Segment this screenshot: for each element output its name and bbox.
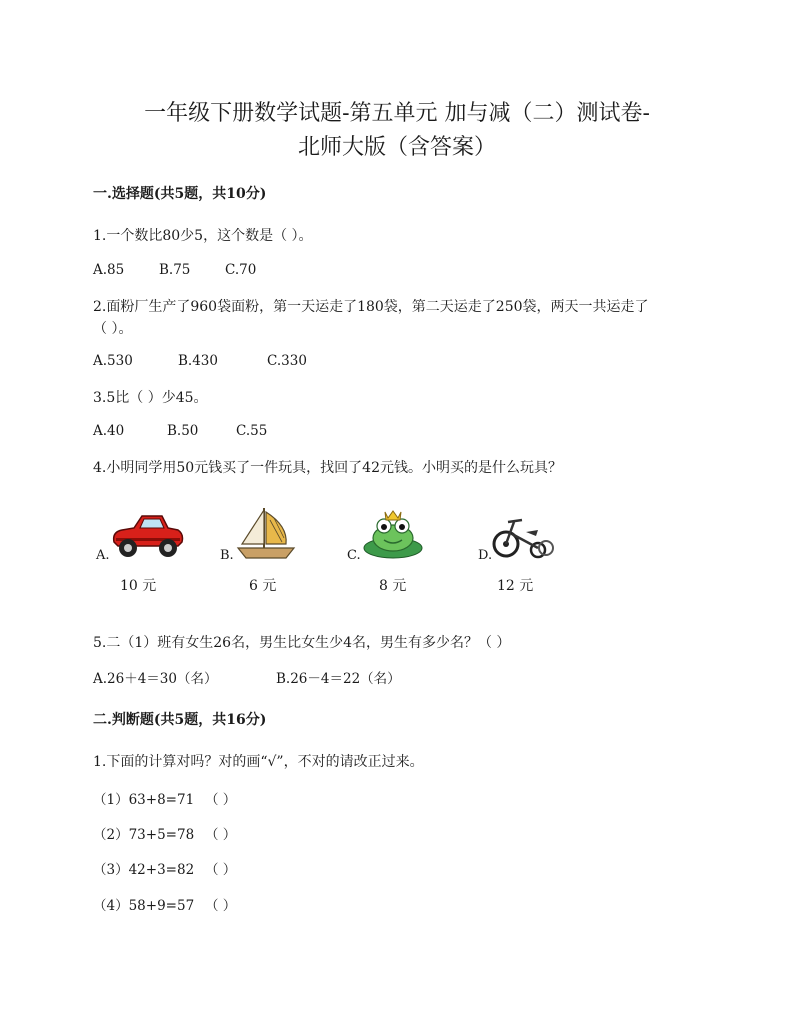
section-heading-judge: 二.判断题(共5题，共16分) — [93, 712, 267, 728]
calc-item-4: （4）58+9=57 — [93, 898, 195, 914]
question-1-3: 3.5比（ ）少45。 — [93, 390, 208, 406]
option-1-1-c: C.70 — [225, 262, 257, 278]
calc-item-3: （3）42+3=82 — [93, 862, 195, 878]
option-1-3-c: C.55 — [236, 423, 268, 439]
answer-blank-4: （ ） — [205, 898, 237, 914]
page-title-line2: 北师大版（含答案） — [297, 135, 496, 160]
option-1-2-c: C.330 — [267, 353, 307, 369]
answer-blank-2: （ ） — [205, 827, 237, 843]
option-1-1-a: A.85 — [93, 262, 125, 278]
option-1-3-b: B.50 — [167, 423, 199, 439]
option-1-1-b: B.75 — [159, 262, 191, 278]
question-1-2-line1: 2.面粉厂生产了960袋面粉，第一天运走了180袋，第二天运走了250袋，两天一共运走了 — [93, 299, 649, 315]
answer-blank-3: （ ） — [205, 862, 237, 878]
toy-b-letter: B. — [220, 548, 234, 563]
option-1-5-a: A.26＋4＝30（名） — [93, 671, 218, 687]
option-1-2-b: B.430 — [178, 353, 218, 369]
calc-item-2: （2）73+5=78 — [93, 827, 195, 843]
section-heading-choice: 一.选择题(共5题，共10分) — [93, 186, 267, 202]
page-title-line1: 一年级下册数学试题-第五单元 加与减（二）测试卷- — [144, 101, 650, 126]
question-2-1: 1.下面的计算对吗？对的画“√”，不对的请改正过来。 — [93, 754, 424, 770]
toy-d-letter: D. — [478, 548, 493, 563]
calc-item-1: （1）63+8=71 — [93, 792, 195, 808]
option-1-2-a: A.530 — [93, 353, 133, 369]
toy-a-price: 10 元 — [120, 578, 157, 594]
sailboat-icon — [236, 506, 296, 562]
option-1-3-a: A.40 — [93, 423, 125, 439]
question-1-1: 1.一个数比80少5，这个数是（ ）。 — [93, 228, 313, 244]
frog-icon — [362, 508, 424, 560]
toy-c-letter: C. — [347, 548, 361, 563]
question-1-5: 5.二（1）班有女生26名，男生比女生少4名，男生有多少名？（ ） — [93, 635, 511, 651]
question-1-4: 4.小明同学用50元钱买了一件玩具，找回了42元钱。小明买的是什么玩具？ — [93, 460, 562, 476]
toy-c-price: 8 元 — [379, 578, 407, 594]
option-1-5-b: B.26－4＝22（名） — [276, 671, 401, 687]
toy-d-price: 12 元 — [497, 578, 534, 594]
question-1-2-line2: （ ）。 — [93, 321, 133, 337]
toy-a-letter: A. — [96, 548, 110, 563]
toy-car-icon — [108, 508, 186, 560]
toy-b-price: 6 元 — [249, 578, 277, 594]
answer-blank-1: （ ） — [205, 792, 237, 808]
tricycle-icon — [492, 514, 554, 560]
